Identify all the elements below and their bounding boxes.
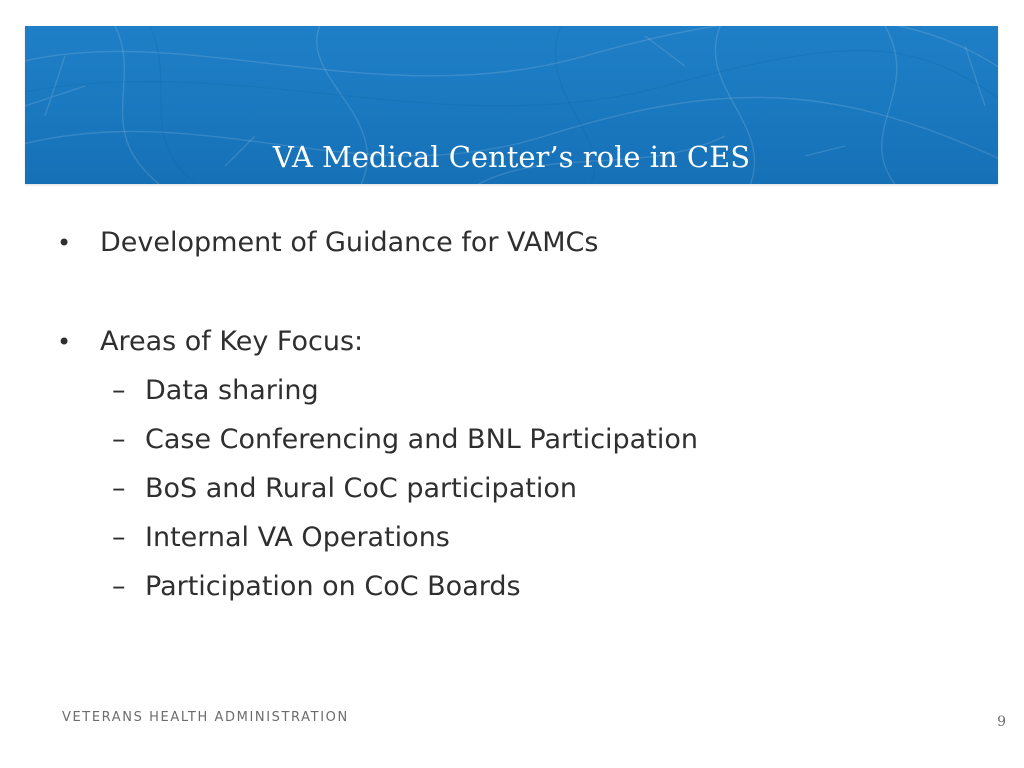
bullet-marker: • <box>57 328 72 356</box>
bullet-item: Areas of Key Focus: <box>100 326 364 357</box>
footer-organization: VETERANS HEALTH ADMINISTRATION <box>62 710 349 725</box>
sub-item: Data sharing <box>145 375 319 406</box>
sub-item: Internal VA Operations <box>145 522 450 553</box>
page-number: 9 <box>997 714 1006 730</box>
sub-item: BoS and Rural CoC participation <box>145 473 577 504</box>
dash-marker: – <box>112 473 126 504</box>
sub-item: Case Conferencing and BNL Participation <box>145 424 698 455</box>
dash-marker: – <box>112 424 126 455</box>
dash-marker: – <box>112 375 126 406</box>
bullet-item: Development of Guidance for VAMCs <box>100 227 599 258</box>
sub-item: Participation on CoC Boards <box>145 571 521 602</box>
dash-marker: – <box>112 571 126 602</box>
dash-marker: – <box>112 522 126 553</box>
slide-title: VA Medical Center’s role in CES <box>272 140 751 174</box>
bullet-marker: • <box>57 229 72 257</box>
